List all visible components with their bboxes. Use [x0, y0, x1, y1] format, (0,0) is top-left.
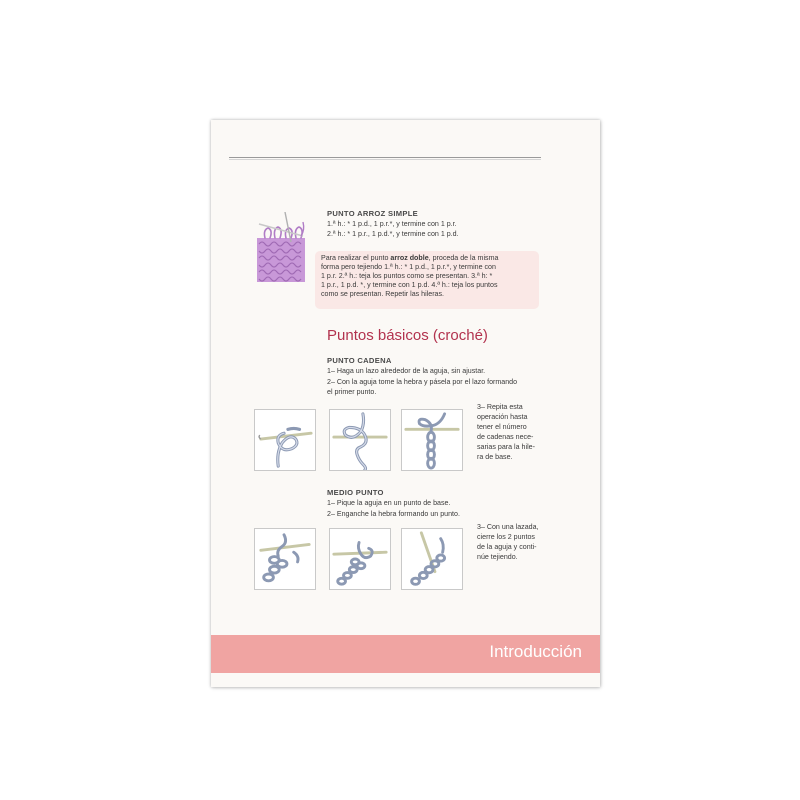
medio-heading: MEDIO PUNTO	[327, 488, 384, 497]
book-page	[211, 120, 600, 687]
hook-chain-start-icon	[329, 409, 391, 471]
medio-step-3-line: de la aguja y conti-	[477, 543, 537, 551]
note-line-3: 1 p.r. 2.ª h.: teja los puntos como se presentan. 3.ª h: *	[321, 272, 493, 280]
cadena-step-2a: 2– Con la aguja tome la hebra y pásela por el lazo formando	[327, 378, 518, 386]
cadena-step-3-line: ra de base.	[477, 453, 513, 461]
arroz-simple-line-1: 1.ª h.: * 1 p.d., 1 p.r.*, y termine con 1 p.r.	[327, 220, 457, 228]
note-text: Para realizar el punto	[321, 254, 391, 262]
note-line-4: 1 p.r., 1 p.d. *, y termine con 1 p.d. 4.ª h.: teja los puntos	[321, 281, 498, 289]
cadena-step-3-line: sarias para la hile-	[477, 443, 535, 451]
arroz-simple-heading: PUNTO ARROZ SIMPLE	[327, 209, 419, 218]
footer-title: Introducción	[489, 642, 582, 661]
cadena-step-3-line: de cadenas nece-	[477, 433, 534, 441]
note-line-2: forma pero tejiendo 1.ª h.: * 1 p.d., 1 p.r.*, y termine con	[321, 263, 496, 271]
medio-step-3-line: 3– Con una lazada,	[477, 523, 539, 531]
medio-step-1: 1– Pique la aguja en un punto de base.	[327, 499, 451, 507]
medio-step-3-line: núe tejiendo.	[477, 553, 518, 561]
note-line-5: como se presentan. Repetir las hileras.	[321, 290, 445, 298]
note-bold-term: arroz doble	[390, 254, 429, 262]
cadena-step-1: 1– Haga un lazo alrededor de la aguja, sin ajustar.	[327, 367, 486, 375]
medio-step-2: 2– Enganche la hebra formando un punto.	[327, 510, 460, 518]
note-line-1	[321, 254, 498, 263]
cadena-step-3-line: 3– Repita esta	[477, 403, 523, 411]
chain-stitches-icon	[401, 409, 463, 471]
cadena-step-3-line: tener el número	[477, 423, 527, 431]
knit-swatch-icon	[255, 212, 307, 284]
hook-loop-icon	[254, 409, 316, 471]
single-crochet-row-icon	[401, 528, 463, 590]
cadena-heading: PUNTO CADENA	[327, 356, 392, 365]
cadena-step-2b: el primer punto.	[327, 388, 377, 396]
section-title: Puntos básicos (croché)	[327, 327, 488, 344]
cadena-step-3-line: operación hasta	[477, 413, 528, 421]
arroz-simple-line-2: 2.ª h.: * 1 p.r., 1 p.d.*, y termine con 1 p.d.	[327, 230, 459, 238]
medio-step-3-line: cierre los 2 puntos	[477, 533, 535, 541]
arroz-doble-note	[315, 251, 539, 309]
top-rule	[229, 157, 541, 158]
top-rule-shadow	[229, 159, 541, 160]
hook-yarn-over-icon	[329, 528, 391, 590]
note-text: , proceda de la misma	[428, 254, 499, 262]
footer-band	[211, 635, 600, 673]
hook-insert-icon	[254, 528, 316, 590]
